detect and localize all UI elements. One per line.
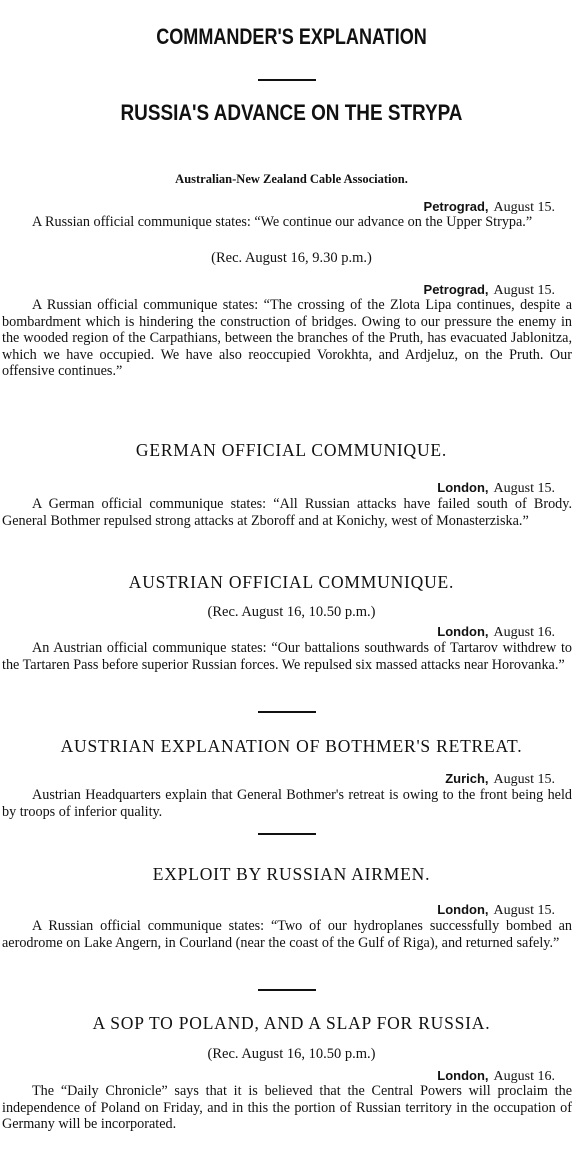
dateline-place: Zurich,: [445, 771, 489, 786]
dateline-date: August 16.: [493, 1069, 555, 1084]
dateline-place: Petrograd,: [423, 199, 489, 214]
dateline: [437, 624, 555, 641]
received-note: (Rec. August 16, 10.50 p.m.): [207, 1046, 376, 1062]
dateline-date: August 15.: [493, 200, 555, 215]
article-paragraph: A Russian official communique states: “We continue our advance on the Upper Strypa.”: [32, 214, 533, 230]
section-heading: GERMAN OFFICIAL COMMUNIQUE.: [135, 440, 448, 460]
dateline: [437, 480, 555, 497]
divider-rule: [258, 79, 316, 81]
dateline-date: August 15.: [493, 481, 555, 496]
dateline-place: London,: [437, 624, 489, 639]
dateline-place: London,: [437, 1068, 489, 1083]
dateline-place: London,: [437, 902, 489, 917]
dateline-place: London,: [437, 480, 489, 495]
article-paragraph: The “Daily Chronicle” says that it is believed that the Central Powers will proclaim the independence of Poland on Friday, and in this the portion of Russian territory in the occupation of Germany will be incorporated.: [2, 1083, 572, 1132]
section-heading: AUSTRIAN EXPLANATION OF BOTHMER'S RETREAT.: [60, 736, 523, 756]
article-paragraph: A Russian official communique states: “Two of our hydroplanes successfully bombed an aerodrome on Lake Angern, in Courland (near the coast of the Gulf of Riga), and returned safely.”: [2, 918, 572, 951]
cable-credit: Australian-New Zealand Cable Association.: [175, 172, 408, 186]
dateline-date: August 16.: [493, 625, 555, 640]
divider-rule: [258, 833, 316, 835]
article-paragraph: A German official communique states: “All Russian attacks have failed south of Brody. General Bothmer repulsed strong attacks at Zboroff and at Konichy, west of Monasterziska.”: [2, 496, 572, 529]
headline: COMMANDER'S EXPLANATION: [156, 24, 427, 49]
article-paragraph: Austrian Headquarters explain that General Bothmer's retreat is owing to the front being held by troops of inferior quality.: [2, 787, 572, 820]
divider-rule: [258, 989, 316, 991]
dateline-place: Petrograd,: [423, 282, 489, 297]
section-heading: A SOP TO POLAND, AND A SLAP FOR RUSSIA.: [92, 1013, 491, 1033]
dateline: [445, 771, 555, 788]
dateline-date: August 15.: [493, 283, 555, 298]
received-note: (Rec. August 16, 9.30 p.m.): [211, 250, 372, 266]
dateline-date: August 15.: [493, 903, 555, 918]
dateline-date: August 15.: [493, 772, 555, 787]
section-heading: AUSTRIAN OFFICIAL COMMUNIQUE.: [128, 572, 455, 592]
received-note: (Rec. August 16, 10.50 p.m.): [207, 604, 376, 620]
article-paragraph: A Russian official communique states: “The crossing of the Zlota Lipa continues, despite a bombardment which is hindering the construction of bridges. Owing to our pressure the enemy in the wooded region of the Carpathians, between the branches of the Pruth, has evacuated Jablonitza, which we have occupied. We have also reoccupied Vorokhta, and Ardjeluz, on the Pruth. Our offensive continues.”: [2, 297, 572, 379]
section-heading: EXPLOIT BY RUSSIAN AIRMEN.: [152, 864, 431, 884]
article-paragraph: An Austrian official communique states: “Our battalions southwards of Tartarov withdrew to the Tartaren Pass before superior Russian forces. We repulsed six massed attacks near Horovanka.”: [2, 640, 572, 673]
subheadline: RUSSIA'S ADVANCE ON THE STRYPA: [120, 100, 463, 125]
divider-rule: [258, 711, 316, 713]
dateline: [437, 902, 555, 919]
